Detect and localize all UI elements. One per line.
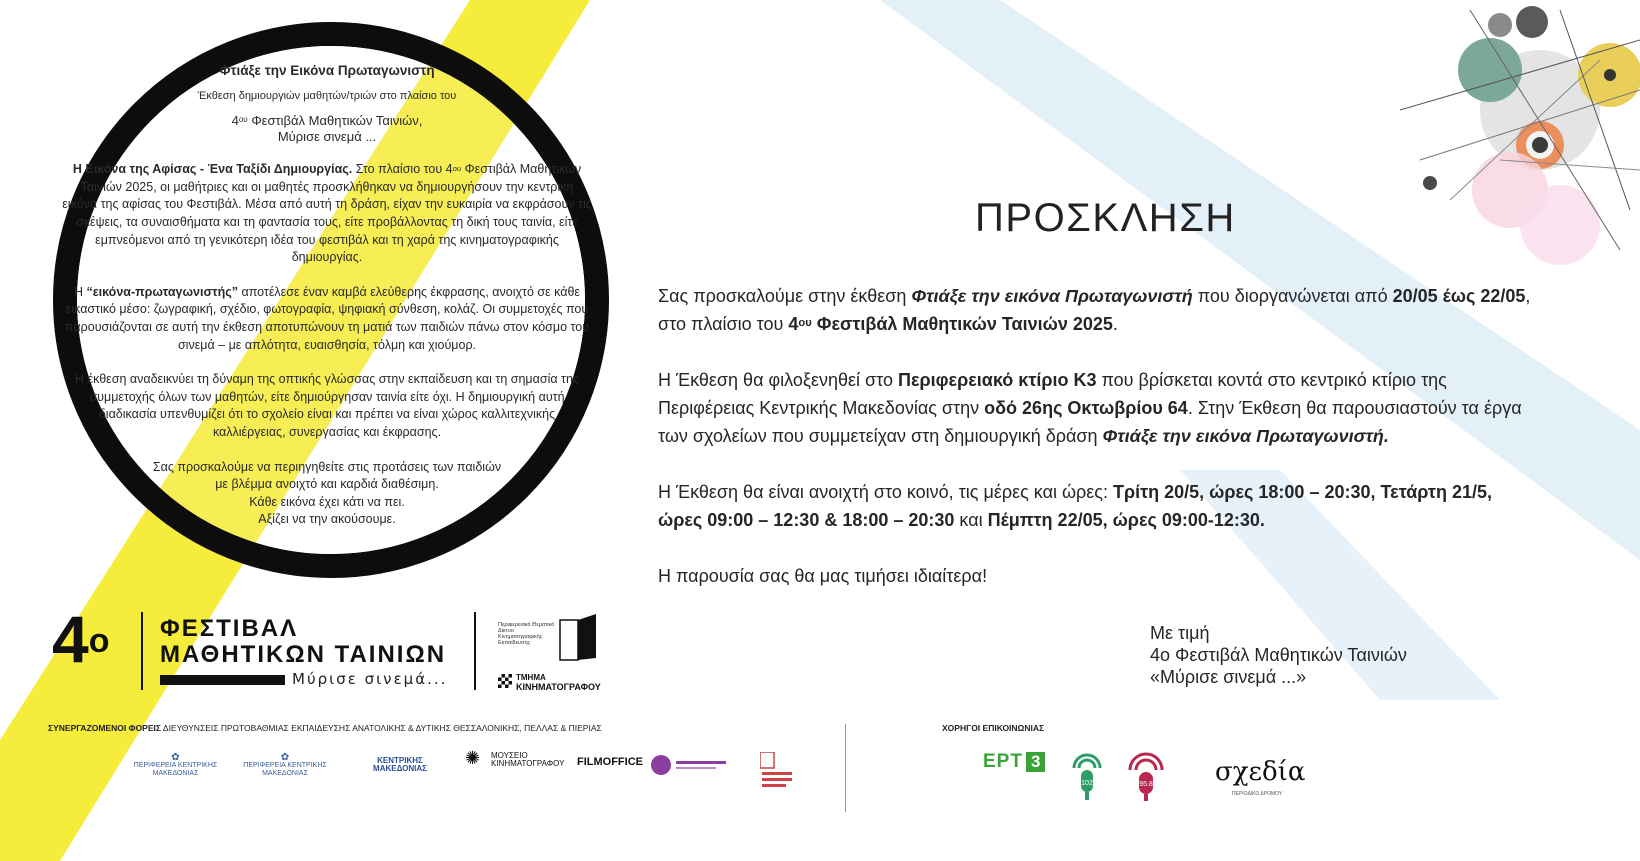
svg-text:95.8: 95.8 <box>1139 781 1153 788</box>
logo-divider-1 <box>141 612 143 690</box>
sign-line-2: 4ο Φεστιβάλ Μαθητικών Ταινιών <box>1150 645 1407 665</box>
film-reel-icon: ✺ <box>465 748 481 768</box>
partner-logo-school <box>760 752 796 796</box>
logo-bar <box>160 675 285 685</box>
signature-block <box>1150 622 1407 688</box>
circle-paragraph-4: Σας προσκαλούμε να περιηγηθείτε στις προτάσεις των παιδιών με βλέμμα ανοιχτό και καρδιά διαθέσιμη. Κάθε εικόνα έχει κάτι να πει. Αξίζει να την ακούσουμε. <box>152 459 502 527</box>
network-org-label: Περιφερειακό Θεματικό Δίκτυο Κινηματογραφικής Εκπαίδευσης <box>498 622 555 646</box>
sxedia-subtitle: ΠΕΡΙΟΔΙΚΟ ΔΡΟΜΟΥ <box>1232 791 1283 797</box>
logo-line-1: ΦΕΣΤΙΒΑΛ <box>160 615 299 642</box>
door-icon <box>558 612 598 662</box>
partner-logo-region-3: ΚΕΝΤΡΙΚΗΣ ΜΑΚΕΔΟΝΙΑΣ <box>373 756 427 773</box>
invitation-paragraph-4: Η παρουσία σας θα μας τιμήσει ιδιαίτερα! <box>658 566 988 586</box>
circle-paragraph-2: Η “εικόνα-πρωταγωνιστής” αποτέλεσε έναν καμβά ελεύθερης έκφρασης, ανοιχτό σε κάθε εικαστικό μέσο: ζωγραφική, σχέδιο, φωτογραφία, ψηφιακή σύνθεση, κολάζ. Οι συμμετοχές που παρουσιάζονται σε αυτή την έκθεση αποτυπώνουν τη ματιά των παιδιών πάνω στον κόσμο του σινεμά – με απλότητα, ευαισθησία, τόλμη και χιούμορ. <box>64 284 590 352</box>
invitation-paragraph-3: Η Έκθεση θα είναι ανοιχτή στο κοινό, τις μέρες και ώρες: Τρίτη 20/5, ώρες 18:00 – 20:30, Τετάρτη 21/5, ώρες 09:00 – 12:30 & 18:00 – 20:30 και Πέμπτη 22/05, ώρες 09:00-12:30. <box>658 482 1492 530</box>
radio-mic-icon <box>1124 752 1168 804</box>
ert3-logo: ΕΡΤ 3 <box>983 751 1045 771</box>
svg-text:102: 102 <box>1081 780 1093 787</box>
circle-paragraph-1: Η Εικόνα της Αφίσας - Ένα Ταξίδι Δημιουργίας. Στο πλαίσιο του $4^{o\upsilon}$ Φεστιβάλ Μαθητικών Ταινιών 2025, οι μαθήτριες και οι μαθητές προσκλήθηκαν να δημιουργήσουν την κεντρική εικόνα της αφίσας του Φεστιβάλ. Μέσα από αυτή τη δράση, είχαν την ευκαιρία να εκφράσουν τις σκέψεις, τα συναισθήματα και τη φαντασία τους, είτε προβάλλοντας τη δική τους ταινία, είτε εμπνεόμενοι από τη γενικότερη ιδέα του φεστιβάλ και τη χαρά της κινηματογραφικής δημιουργίας. <box>62 162 592 265</box>
sxedia-logo: σχεδία <box>1215 757 1306 787</box>
sign-line-1: Με τιμή <box>1150 623 1210 643</box>
invitation-body <box>658 282 1538 618</box>
checker-icon <box>498 674 512 688</box>
festival-tagline: Μύρισε σινεμά... <box>292 670 448 688</box>
sponsors-label: ΧΟΡΗΓΟΙ ΕΠΙΚΟΙΝΩΝΙΑΣ <box>942 723 1045 733</box>
logo-line-2: ΜΑΘΗΤΙΚΩΝ ΤΑΙΝΙΩΝ <box>160 641 447 668</box>
invitation-paragraph-1: Σας προσκαλούμε στην έκθεση Φτιάξε την εικόνα Πρωταγωνιστή που διοργανώνεται από 20/05 έως 22/05, στο πλαίσιο του $4^{o\upsilon}$ Φεστιβάλ Μαθητικών Ταινιών 2025. <box>658 286 1531 334</box>
partner-logo-region-1: ✿ ΠΕΡΙΦΕΡΕΙΑ ΚΕΝΤΡΙΚΗΣ ΜΑΚΕΔΟΝΙΑΣ <box>133 752 218 777</box>
exhibition-title: Φτιάξε την Εικόνα Πρωταγωνιστή <box>219 63 435 78</box>
footer-divider <box>845 724 846 812</box>
partner-logo-filmoffice: FILMOFFICE <box>577 756 643 768</box>
sign-line-3: «Μύρισε σινεμά ...» <box>1150 667 1307 687</box>
invitation-paragraph-2: Η Έκθεση θα φιλοξενηθεί στο Περιφερειακό κτίριο Κ3 που βρίσκεται κοντά στο κεντρικό κτίριο της Περιφέρειας Κεντρικής Μακεδονίας στην οδό 26ης Οκτωβρίου 64. Στην Έκθεση θα παρουσιαστούν τα έργα των σχολείων που συμμετείχαν στη δημιουργική δράση Φτιάξε την εικόνα Πρωταγωνιστή. <box>658 370 1522 446</box>
invitation-heading: ΠΡΟΣΚΛΗΣΗ <box>975 196 1236 240</box>
circle-paragraph-3: Η έκθεση αναδεικνύει τη δύναμη της οπτικής γλώσσας στην εκπαίδευση και τη σημασία της συμμετοχής όλων των μαθητών, είτε δημιούργησαν ταινία είτε όχι. Η δημιουργική αυτή διαδικασία υπενθυμίζει ότι το σχολείο είναι και πρέπει να είναι χώρος καλλιτεχνικής καλλιέργειας, συνεργασίας και έκφρασης. <box>75 372 579 439</box>
logo-divider-2 <box>474 612 476 690</box>
exhibition-subtitle: Έκθεση δημιουργιών μαθητών/τριών στο πλαίσιο του <box>197 89 457 102</box>
partners-label: ΣΥΝΕΡΓΑΖΟΜΕΝΟΙ ΦΟΡΕΙΣ ΔΙΕΥΘΥΝΣΕΙΣ ΠΡΩΤΟΒΑΘΜΙΑΣ ΕΚΠΑΙΔΕΥΣΗΣ ΑΝΑΤΟΛΙΚΗΣ & ΔΥΤΙΚΗΣ ΘΕΣΣΑΛΟΝΙΚΗΣ, ΠΕΛΛΑΣ & ΠΙΕΡΙΑΣ <box>48 723 602 733</box>
circle-text-block <box>62 62 592 529</box>
radio-mic-icon <box>1068 752 1106 804</box>
partner-logo-cinema-museum: ✺ ΜΟΥΣΕΙΟ ΚΙΝΗΜΑΤΟΓΡΑΦΟΥ <box>465 748 565 768</box>
festival-logo-number: $4^o$ <box>52 602 110 676</box>
partner-logo-region-2: ✿ ΠΕΡΙΦΕΡΕΙΑ ΚΕΝΤΡΙΚΗΣ ΜΑΚΕΔΟΝΙΑΣ <box>243 752 327 777</box>
partner-logo-purple <box>650 754 730 778</box>
decorative-circles <box>1400 6 1640 265</box>
festival-logo-title <box>160 616 446 668</box>
festival-line: $4^{o\upsilon}$ Φεστιβάλ Μαθητικών Ταινιών, Μύρισε σινεμά ... <box>231 113 423 145</box>
